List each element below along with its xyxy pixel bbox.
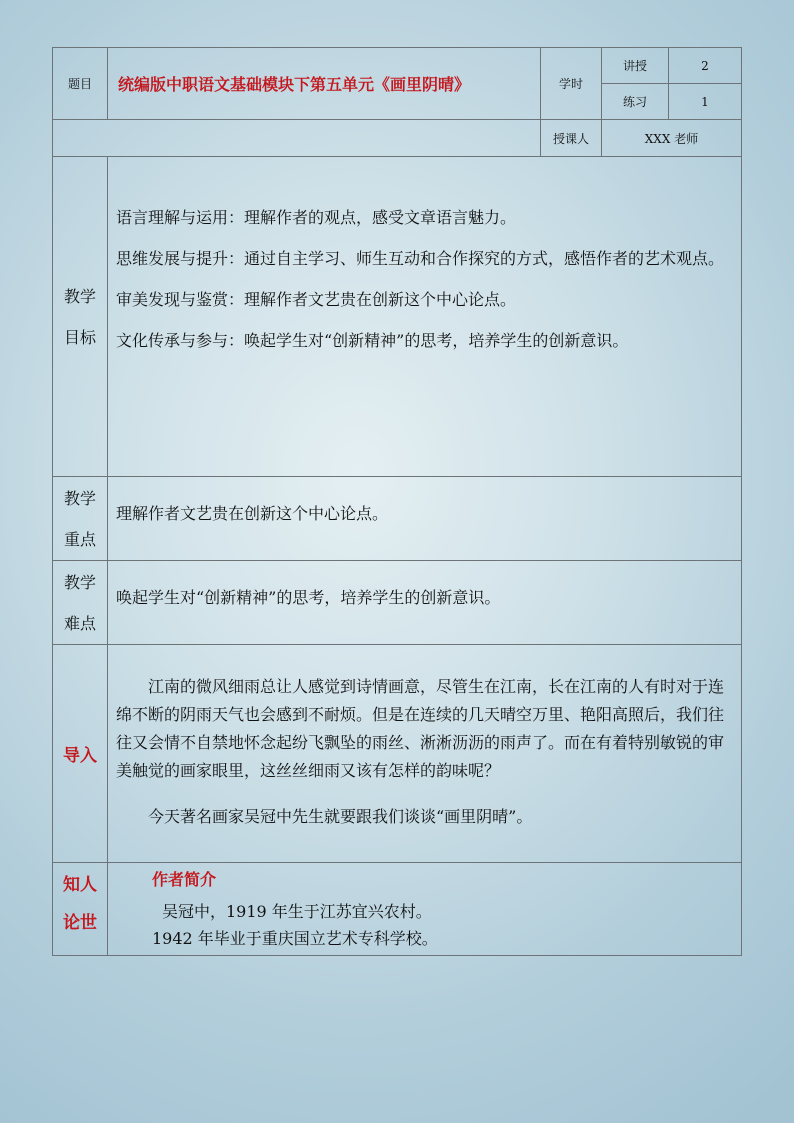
intro-paragraph-1: 江南的微风细雨总让人感觉到诗情画意，尽管生在江南，长在江南的人有时对于连绵不断的阴雨天气也会感到不耐烦。但是在连续的几天晴空万里、艳阳高照后，我们往往又会情不自禁地怀念起纷飞飘坠的雨丝、淅淅沥沥的雨声了。而在有着特别敏锐的审美触觉的画家眼里，这丝丝细雨又该有怎样的韵味呢？ [116,677,725,780]
goal-item: 文化传承与参与：唤起学生对“创新精神”的思考，培养学生的创新意识。 [116,331,629,350]
goal-item: 审美发现与鉴赏：理解作者文艺贵在创新这个中心论点。 [116,290,517,309]
author-content [108,863,742,956]
teacher-label: 授课人 [541,120,602,157]
intro-content [108,645,742,863]
key-point-label-line2: 重点 [63,529,96,549]
author-label-line2: 论世 [63,913,97,933]
practice-label: 练习 [602,84,669,120]
goal-item: 语言理解与运用：理解作者的观点，感受文章语言魅力。 [116,208,517,227]
author-label-line1: 知人 [63,875,97,895]
goal-item: 思维发展与提升：通过自主学习、师生互动和合作探究的方式，感悟作者的艺术观点。 [116,249,725,268]
goals-label-line2: 目标 [63,327,96,347]
difficulty-label-line2: 难点 [63,613,96,633]
goals-content [108,157,742,477]
author-line-1: 吴冠中，1919 年生于江苏宜兴农村。 [162,902,432,921]
key-point-label-line1: 教学 [63,488,96,508]
author-label [53,863,108,956]
goals-label [53,157,108,477]
practice-hours: 1 [669,84,742,120]
topic-title: 统编版中职语文基础模块下第五单元《画里阴晴》 [108,48,541,120]
intro-paragraph-2: 今天著名画家吴冠中先生就要跟我们谈谈“画里阴晴”。 [148,807,533,826]
lecture-hours: 2 [669,48,742,84]
lecture-label: 讲授 [602,48,669,84]
difficulty-label-line1: 教学 [63,572,96,592]
key-point-text: 理解作者文艺贵在创新这个中心论点。 [108,477,742,561]
difficulty-text: 唤起学生对“创新精神”的思考，培养学生的创新意识。 [108,561,742,645]
topic-label: 题目 [53,48,108,120]
teacher-name: XXX 老师 [602,120,742,157]
key-point-label [53,477,108,561]
author-heading: 作者简介 [152,870,217,889]
author-line-2: 1942 年毕业于重庆国立艺术专科学校。 [152,929,438,948]
difficulty-label [53,561,108,645]
lesson-plan-table [52,47,742,956]
goals-label-line1: 教学 [63,286,96,306]
hours-label: 学时 [541,48,602,120]
intro-label: 导入 [53,645,108,863]
header-spacer [53,120,541,157]
